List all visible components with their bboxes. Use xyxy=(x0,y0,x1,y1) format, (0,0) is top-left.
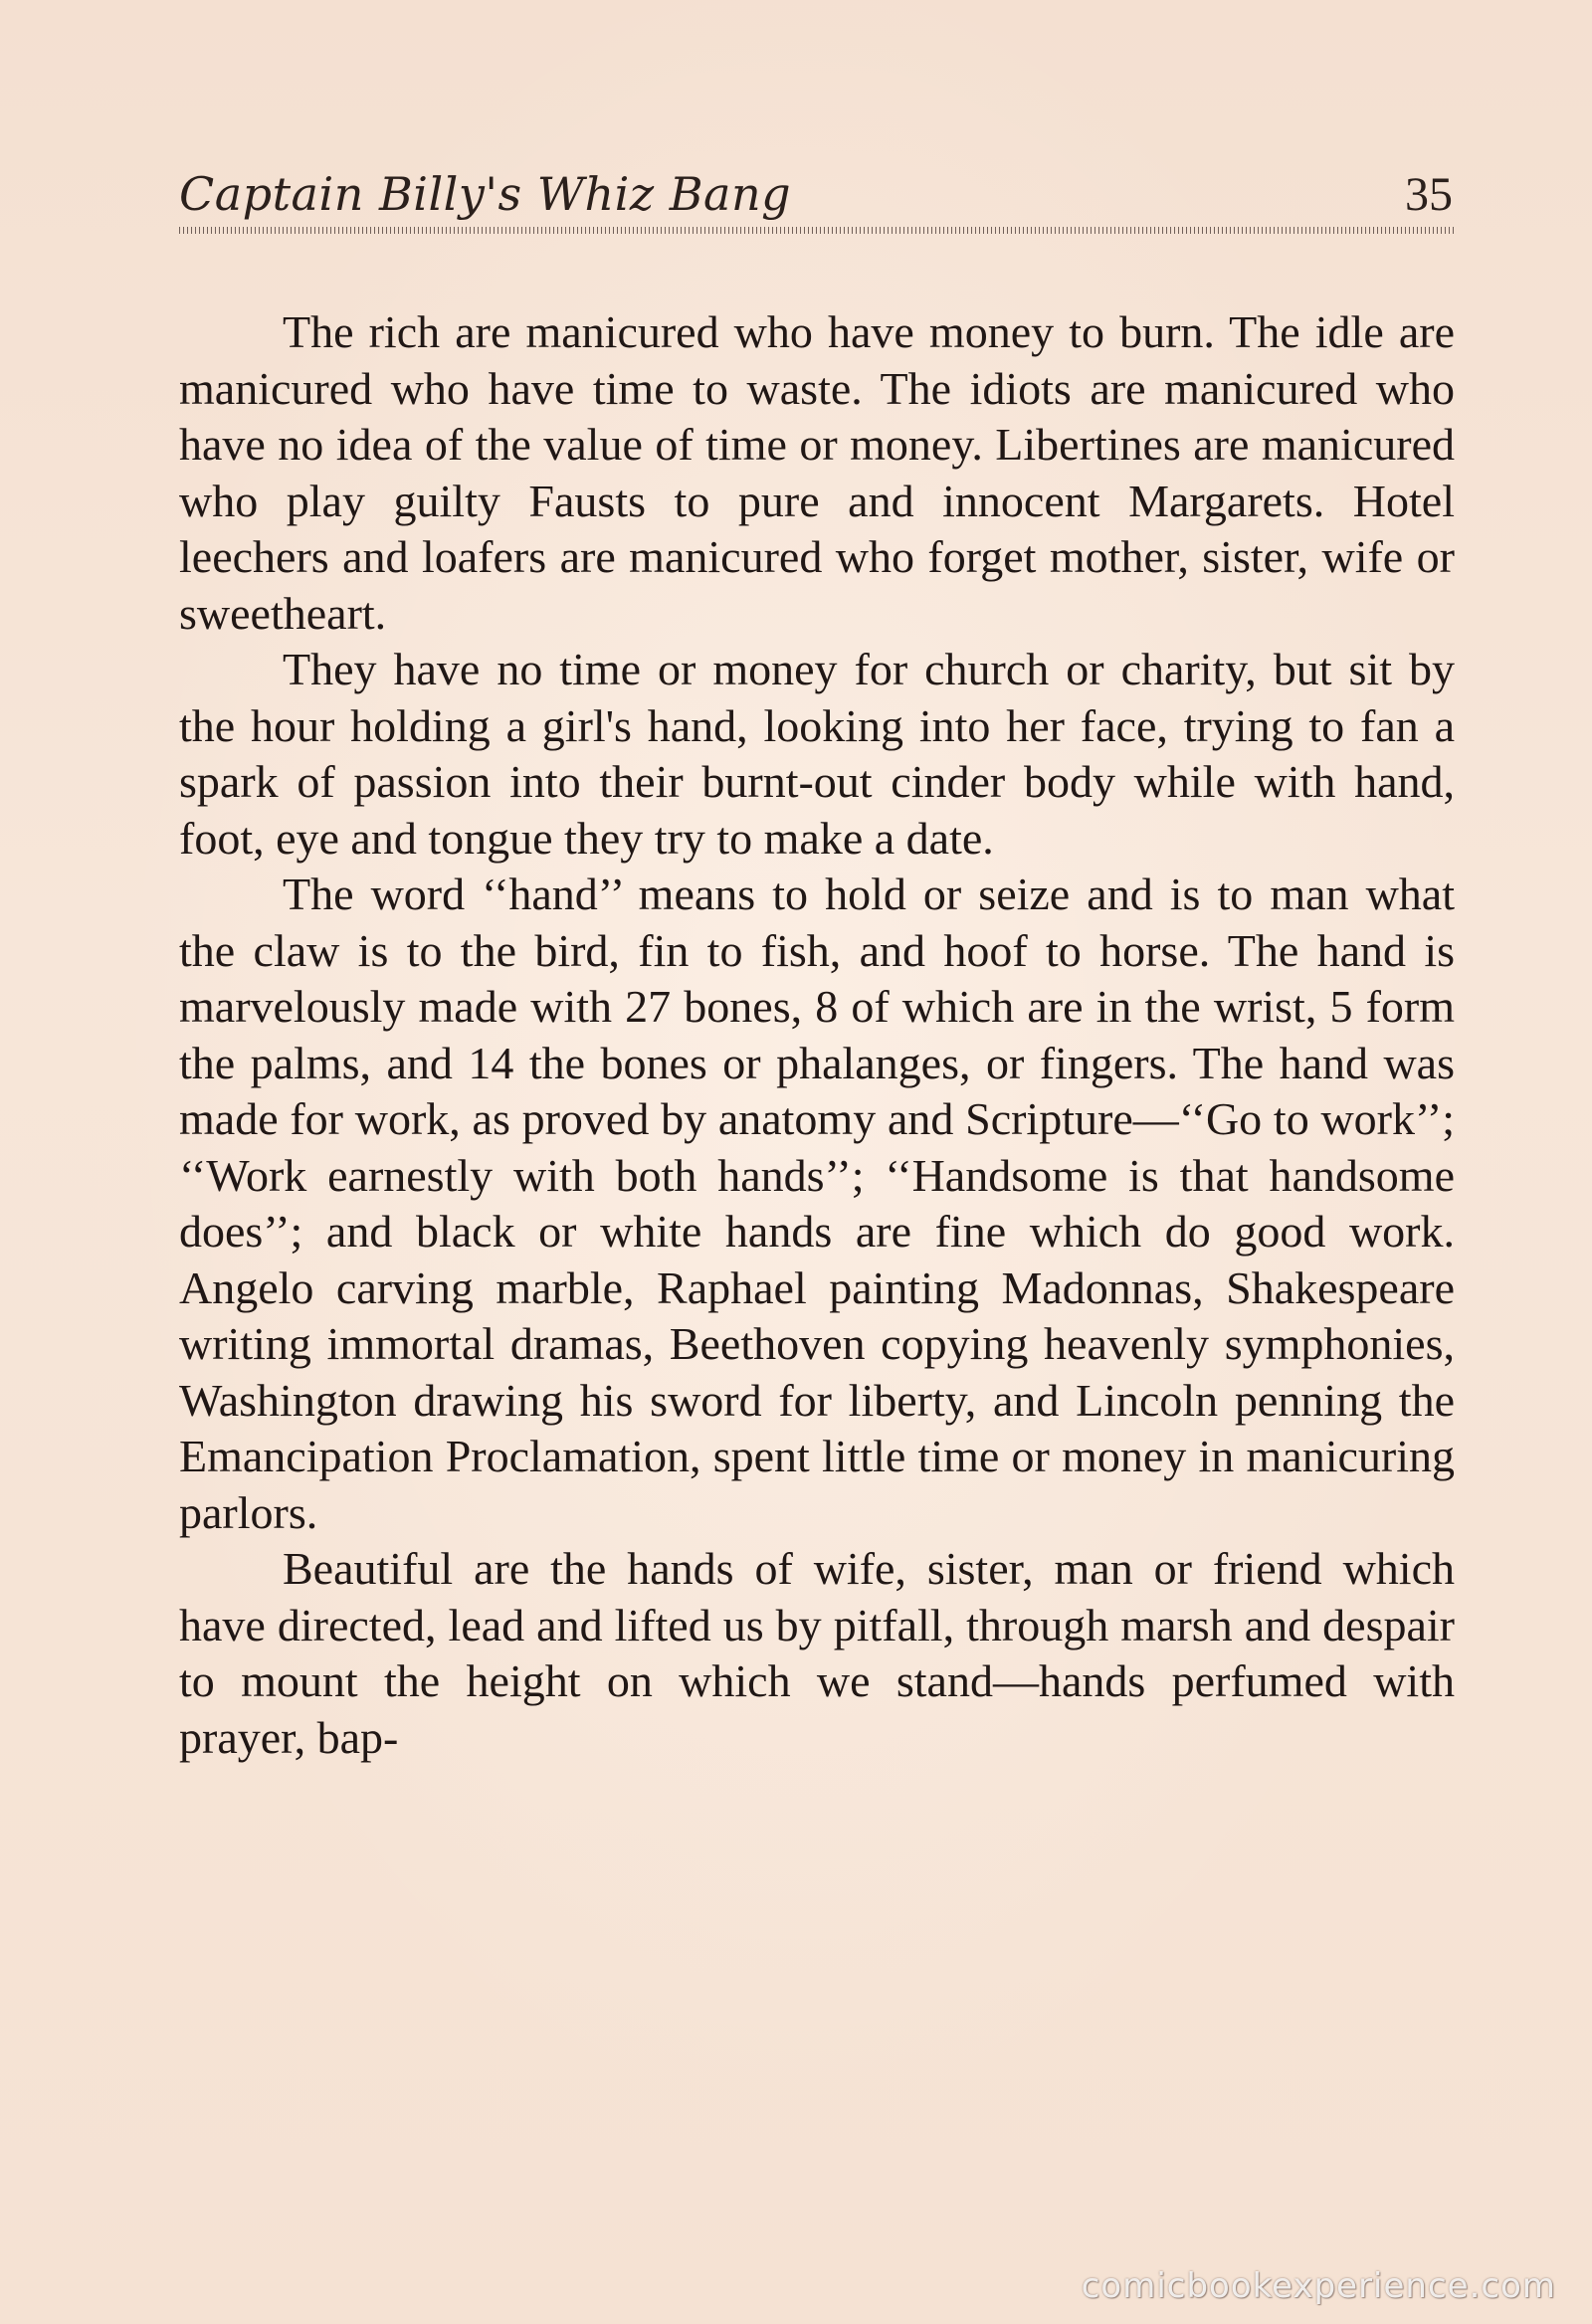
page-number: 35 xyxy=(1405,168,1453,221)
running-title: Captain Billy's Whiz Bang xyxy=(179,167,792,221)
watermark: comicbookexperience.com xyxy=(1081,2266,1556,2306)
paragraph: They have no time or money for church or charity, but sit by the hour holding a girl's hand, looking into her face, trying to fan a spark of passion into their burnt-out cinder body while with hand, foot, eye and tongue they try to make a date. xyxy=(179,644,1455,864)
body-text xyxy=(179,304,1455,1766)
paragraph: The word ‘‘hand’’ means to hold or seize and is to man what the claw is to the bird, fin to fish, and hoof to horse. The hand is marvelously made with 27 bones, 8 of which are in the wrist, 5 form the palms, and 14 the bones or phalanges, or fingers. The hand was made for work, as proved by anatomy and Scripture—‘‘Go to work’’; ‘‘Work earnestly with both hands’’; ‘‘Handsome is that handsome does’’; and black or white hands are fine which do good work. Angelo carving marble, Raphael painting Madonnas, Shakespeare writing immortal dramas, Beethoven copying heavenly symphonies, Washington drawing his sword for liberty, and Lincoln penning the Emancipation Proclamation, spent little time or money in manicuring parlors. xyxy=(179,869,1455,1538)
paragraph: Beautiful are the hands of wife, sister, man or friend which have directed, lead and lifted us by pitfall, through marsh and despair to mount the height on which we stand—hands perfumed with prayer, bap- xyxy=(179,1543,1455,1763)
header-rule xyxy=(179,227,1455,234)
page-header xyxy=(179,167,1453,227)
paragraph: The rich are manicured who have money to burn. The idle are manicured who have time to waste. The idiots are manicured who have no idea of the value of time or money. Libertines are manicured who play guilty Fausts to pure and innocent Margarets. Hotel leechers and loafers are manicured who forget mother, sister, wife or sweetheart. xyxy=(179,306,1455,639)
